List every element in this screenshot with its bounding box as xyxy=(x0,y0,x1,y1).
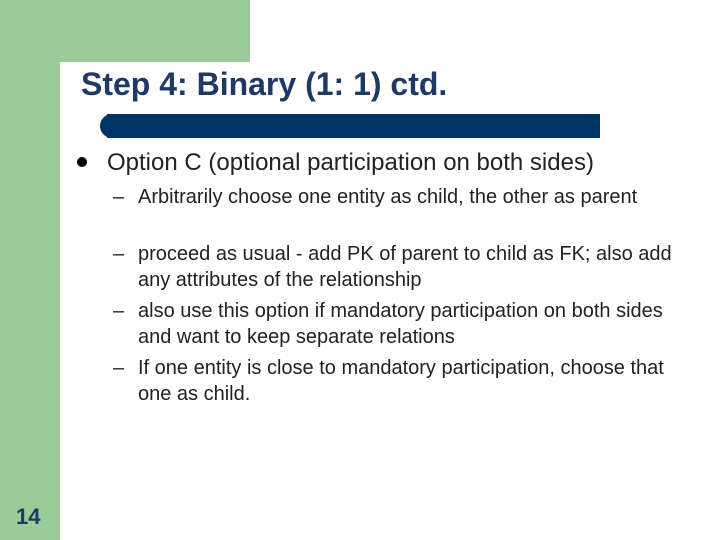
slide-title: Step 4: Binary (1: 1) ctd. xyxy=(81,66,448,102)
top-decor-block xyxy=(0,0,250,62)
sub-bullet-4: If one entity is close to mandatory participation, choose that one as child. xyxy=(138,357,664,405)
left-decor-band xyxy=(0,0,60,540)
sub-bullet-1: Arbitrarily choose one entity as child, the other as parent xyxy=(138,186,638,208)
main-bullet: Option C (optional participation on both sides) xyxy=(107,149,594,176)
page-number: 14 xyxy=(16,504,41,529)
dash-icon: – xyxy=(113,300,125,322)
sub-bullet-3: also use this option if mandatory participation on both sides and want to keep separate relations xyxy=(138,300,663,348)
bullet-dot-icon xyxy=(77,157,87,167)
dash-icon: – xyxy=(113,243,125,265)
title-underline-bar xyxy=(107,114,600,138)
dash-icon: – xyxy=(113,357,125,379)
dash-icon: – xyxy=(113,186,125,208)
sub-bullet-2: proceed as usual - add PK of parent to child as FK; also add any attributes of the relationship xyxy=(138,243,672,291)
